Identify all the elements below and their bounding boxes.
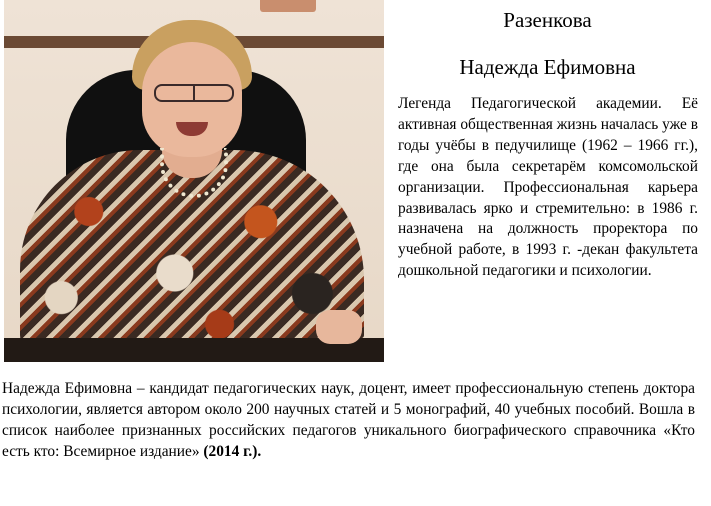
- bio-bottom-text: Надежда Ефимовна – кандидат педагогических наук, доцент, имеет профессиональную степень доктора психологии, является автором около 200 научных статей и 5 монографий, 40 учебных пособий. Вошла в список наиболее признанных российских педагогов уникального биографического справочника «Кто есть кто: Всемирное издание»: [2, 380, 695, 460]
- glasses: [154, 84, 234, 102]
- hand: [316, 310, 362, 344]
- person-given-names: Надежда Ефимовна: [459, 55, 636, 79]
- bio-bottom-year: (2014 г.).: [203, 442, 262, 460]
- portrait-photo: [4, 0, 384, 362]
- person-surname: Разенкова: [503, 8, 592, 32]
- background-tag: [260, 0, 316, 12]
- bio-paragraph-bottom: [2, 379, 695, 463]
- bio-paragraph-right: Легенда Педагогической академии. Её активная общественная жизнь началась уже в годы учёбы в педучилище (1962 – 1966 гг.), где она была секретарём комсомольской организации. Профессиональная карьера развивалась ярко и стремительно: в 1986 г. назначена на должность проректора по учебной работе, в 1993 г. -декан факультета дошкольной педагогики и психологии.: [398, 95, 699, 280]
